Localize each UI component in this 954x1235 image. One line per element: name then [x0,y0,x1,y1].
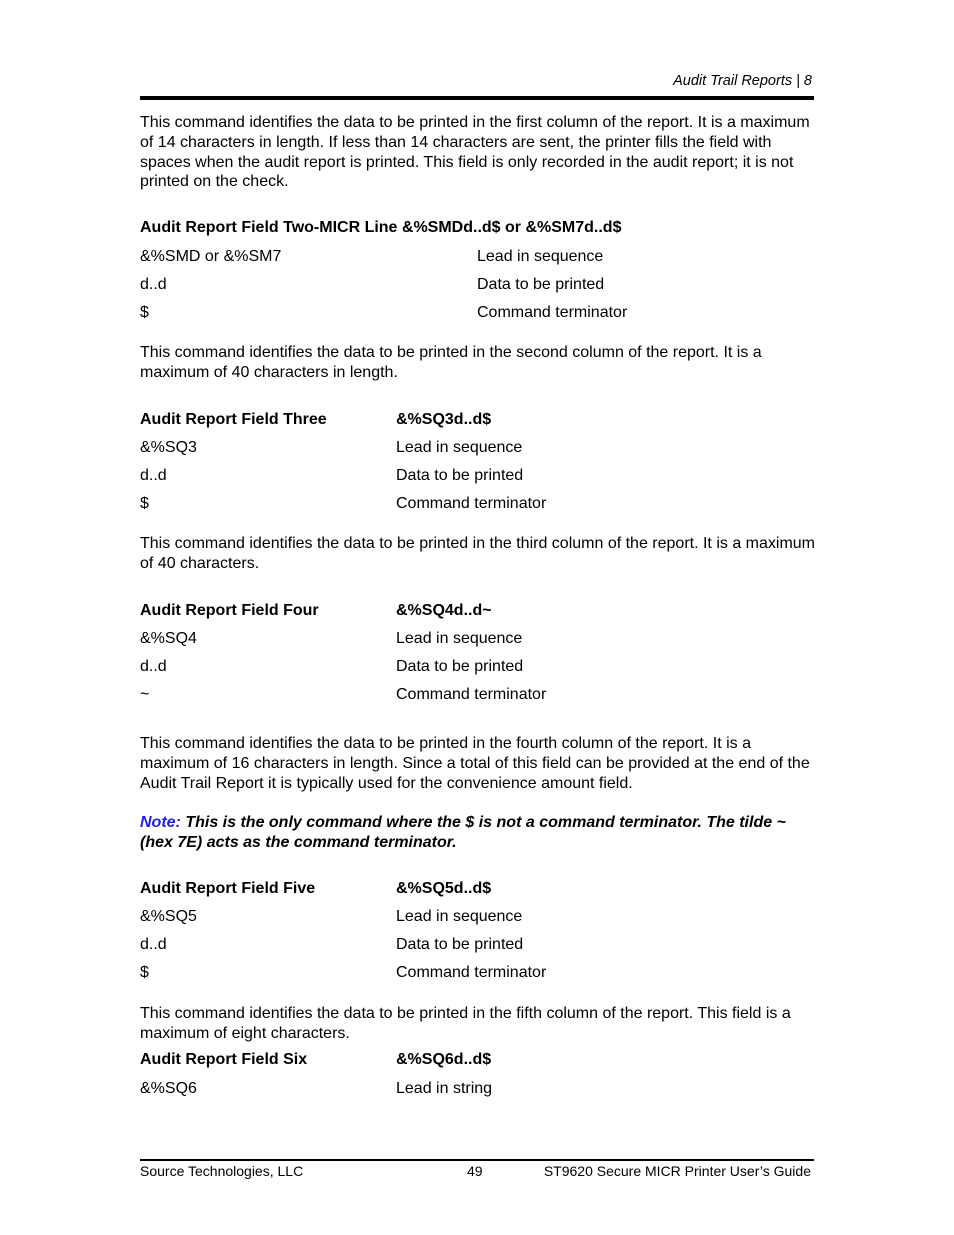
field-two-desc-2: Data to be printed [477,276,605,293]
paragraph-field-four: This command identifies the data to be printed in the fourth column of the report. It is a maximum of 16 characters in length. Since a total of this field can be provided at the end of the Audit Trail Report it is typically used for the convenience amount field. [140,735,810,792]
note-label: Note: [140,814,181,831]
field-two-desc-3: Command terminator [477,304,628,321]
field-three-desc-2: Data to be printed [396,467,524,484]
heading-field-three: Audit Report Field Three [140,411,327,428]
field-four-code-3: ~ [140,686,150,703]
field-two-code-1: &%SMD or &%SM7 [140,248,282,265]
running-header: Audit Trail Reports | 8 [673,73,812,89]
footer-company: Source Technologies, LLC [140,1163,304,1179]
field-five-code-3: $ [140,964,149,981]
paragraph-field-five: This command identifies the data to be printed in the fifth column of the report. This field is a maximum of eight characters. [140,1005,791,1042]
field-three-code-2: d..d [140,467,167,484]
command-field-three: &%SQ3d..d$ [396,411,492,428]
field-six-code-1: &%SQ6 [140,1080,197,1097]
heading-field-four: Audit Report Field Four [140,602,319,619]
footer-page-number: 49 [467,1163,483,1179]
field-six-desc-1: Lead in string [396,1080,493,1097]
heading-field-two: Audit Report Field Two-MICR Line &%SMDd..d$ or &%SM7d..d$ [140,219,622,236]
field-four-code-2: d..d [140,658,167,675]
field-five-desc-3: Command terminator [396,964,547,981]
paragraph-field-three: This command identifies the data to be printed in the third column of the report. It is a maximum of 40 characters. [140,535,815,572]
field-four-desc-3: Command terminator [396,686,547,703]
field-two-code-3: $ [140,304,149,321]
field-two-code-2: d..d [140,276,167,293]
command-field-four: &%SQ4d..d~ [396,602,492,619]
field-three-code-1: &%SQ3 [140,439,197,456]
field-five-code-1: &%SQ5 [140,908,197,925]
field-three-code-3: $ [140,495,149,512]
field-four-desc-1: Lead in sequence [396,630,523,647]
command-field-six: &%SQ6d..d$ [396,1051,492,1068]
paragraph-field-two: This command identifies the data to be printed in the second column of the report. It is a maximum of 40 characters in length. [140,344,762,381]
field-five-code-2: d..d [140,936,167,953]
note-text: This is the only command where the $ is not a command terminator. The tilde ~ (hex 7E) acts as the command terminator. [140,814,786,851]
heading-field-six: Audit Report Field Six [140,1051,308,1068]
footer-guide-title: ST9620 Secure MICR Printer User’s Guide [543,1163,811,1179]
header-rule [140,96,814,100]
paragraph-field-one: This command identifies the data to be printed in the first column of the report. It is a maximum of 14 characters in length. If less than 14 characters are sent, the printer fills the field with spaces when the audit report is printed. This field is only recorded in the audit report; it is not printed on the check. [140,114,810,191]
field-three-desc-1: Lead in sequence [396,439,523,456]
field-four-code-1: &%SQ4 [140,630,197,647]
heading-field-five: Audit Report Field Five [140,880,316,897]
note-block [140,813,816,852]
field-four-desc-2: Data to be printed [396,658,524,675]
field-five-desc-1: Lead in sequence [396,908,523,925]
command-field-five: &%SQ5d..d$ [396,880,492,897]
field-three-desc-3: Command terminator [396,495,547,512]
footer-rule [140,1159,814,1161]
field-five-desc-2: Data to be printed [396,936,524,953]
field-two-desc-1: Lead in sequence [477,248,604,265]
